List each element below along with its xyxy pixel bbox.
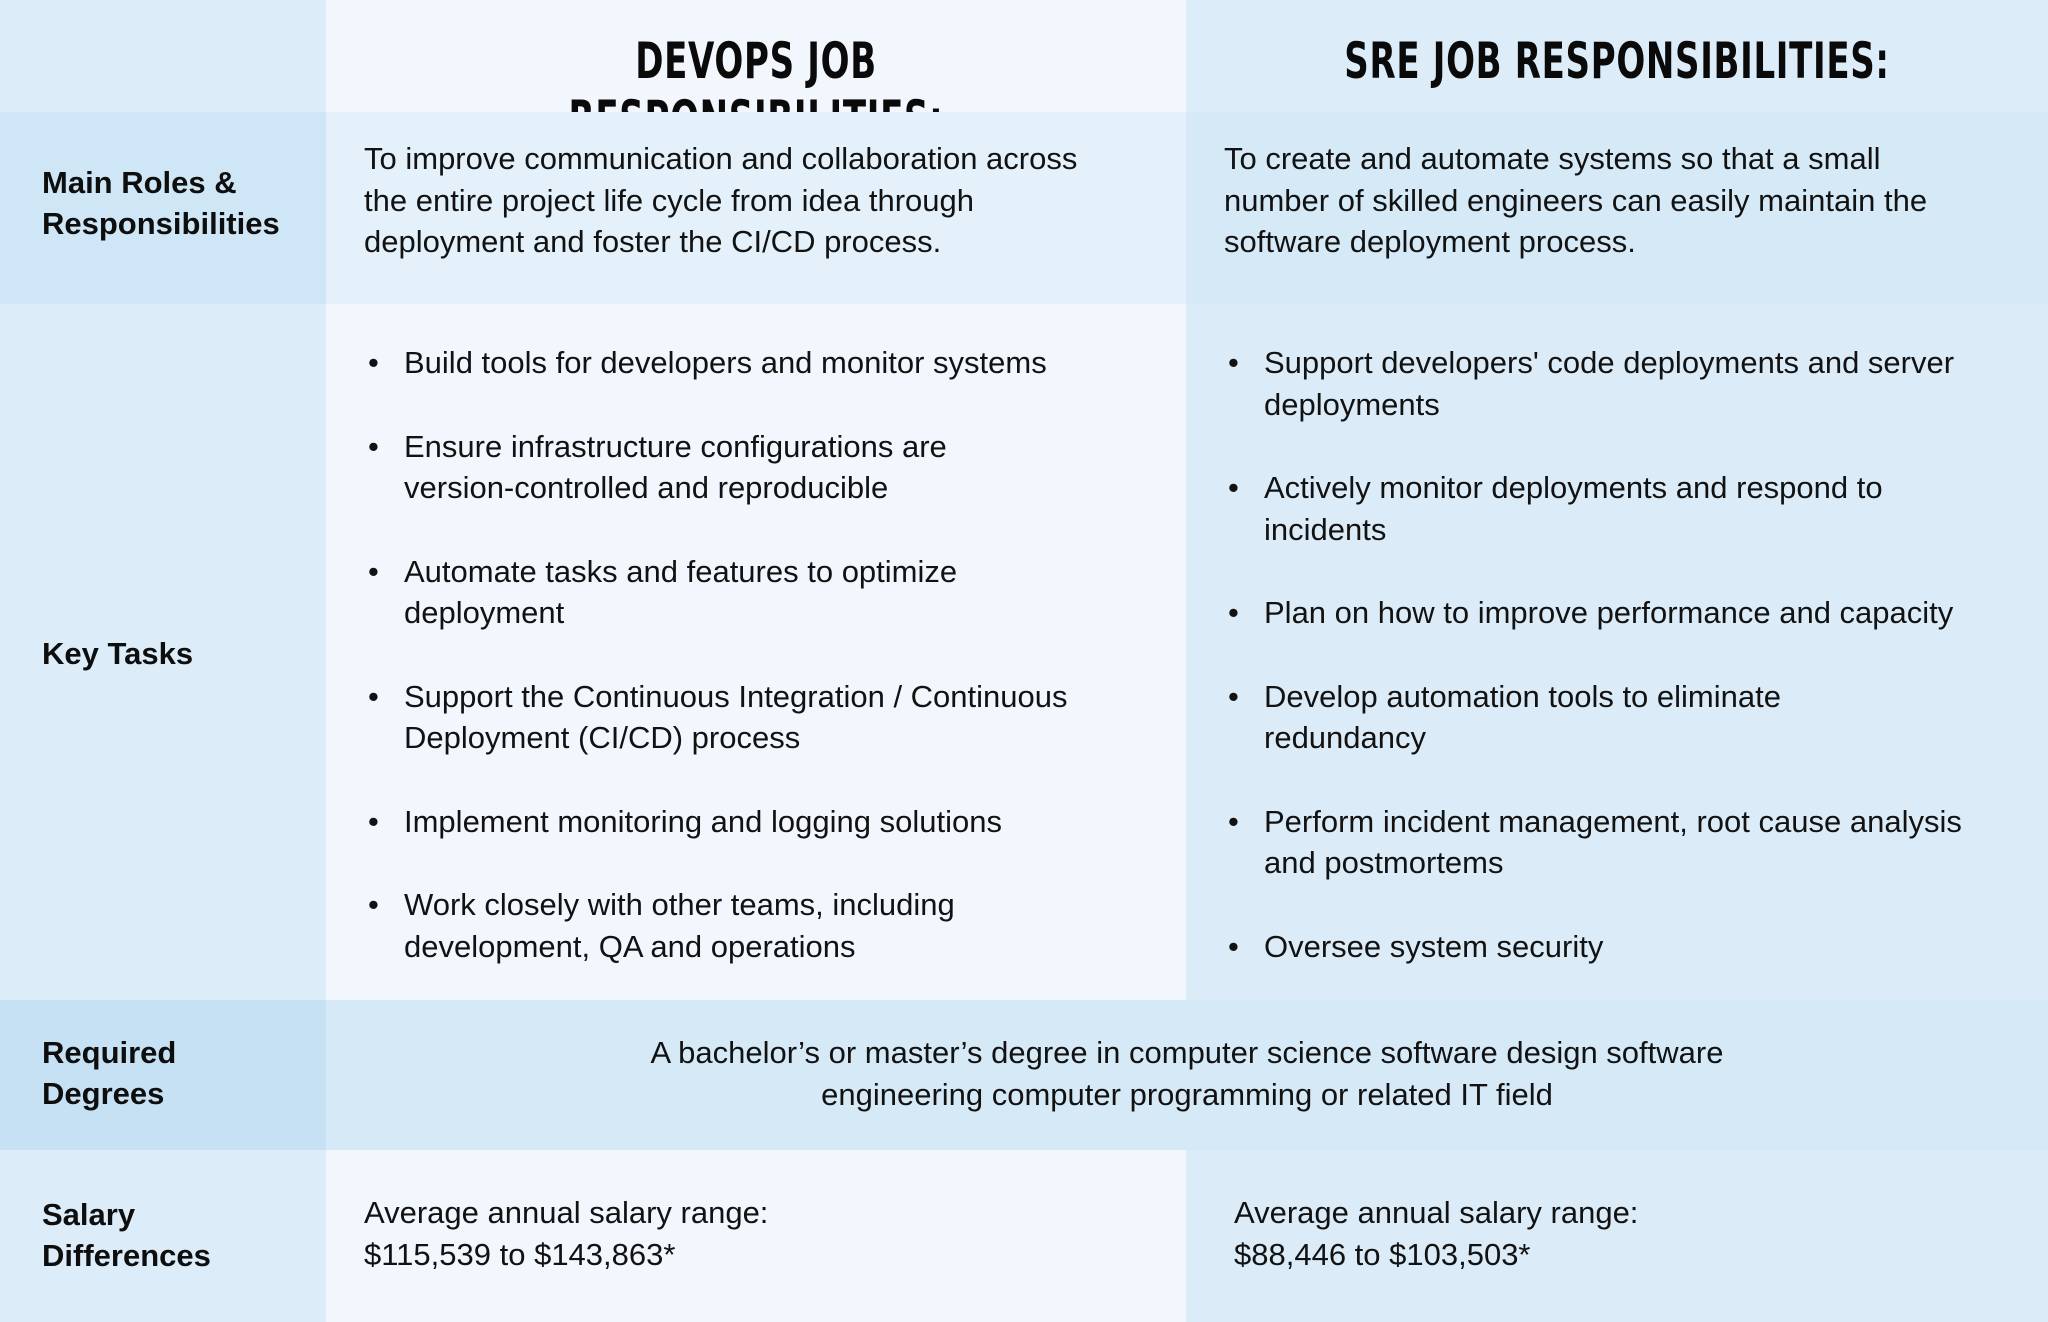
sre-roles-line: number of skilled engineers can easily maintain the xyxy=(1224,182,1928,218)
devops-task-item xyxy=(364,551,1068,634)
devops-task-line: • Automate tasks and features to optimize xyxy=(404,553,958,589)
devops-roles-line: To improve communication and collaboration across xyxy=(364,141,1078,176)
degrees-text-line: A bachelor’s or master’s degree in computer science software design software xyxy=(650,1035,1724,1070)
devops-roles-cell xyxy=(326,112,1186,304)
devops-task-item xyxy=(364,801,1068,843)
sre-salary-line: $88,446 to $103,503* xyxy=(1234,1236,1531,1272)
salary-label-line: Differences xyxy=(42,1238,211,1273)
devops-task-line: Deployment (CI/CD) process xyxy=(404,720,801,755)
devops-tasks-cell xyxy=(326,304,1186,1000)
sre-task-item xyxy=(1224,926,1962,968)
sre-tasks-cell xyxy=(1186,304,2048,1000)
sre-task-line: • Plan on how to improve performance and capacity xyxy=(1264,595,1954,630)
devops-task-line: • Build tools for developers and monitor systems xyxy=(404,345,1047,380)
salary-label-cell xyxy=(0,1150,326,1322)
degrees-cell xyxy=(326,1000,2048,1150)
devops-header-cell xyxy=(326,0,1186,112)
devops-task-line: • Work closely with other teams, including xyxy=(404,887,955,922)
degrees-label-line: Required xyxy=(42,1035,177,1070)
header-corner-cell xyxy=(0,0,326,112)
devops-task-item xyxy=(364,426,1068,509)
sre-roles-line: software deployment process. xyxy=(1224,224,1636,259)
sre-task-item xyxy=(1224,592,1962,634)
degrees-label-line: Degrees xyxy=(42,1076,165,1111)
devops-roles-text xyxy=(364,138,1077,263)
devops-task-list xyxy=(364,342,1068,967)
sre-task-line: • Support developers' code deployments and server xyxy=(1264,345,1955,380)
devops-salary-line: $115,539 to $143,863* xyxy=(364,1236,676,1272)
devops-salary-line: Average annual salary range: xyxy=(364,1195,769,1230)
devops-salary-text xyxy=(364,1192,768,1275)
devops-task-line: • Ensure infrastructure configurations are xyxy=(404,428,947,464)
sre-task-line: redundancy xyxy=(1264,720,1427,755)
degrees-label xyxy=(42,1032,176,1114)
sre-task-line: • Develop automation tools to eliminate xyxy=(1264,678,1781,714)
salary-label xyxy=(42,1194,211,1276)
devops-roles-line: the entire project life cycle from idea through xyxy=(364,182,974,218)
devops-task-item xyxy=(364,342,1068,384)
devops-header-title: DEVOPS JOB xyxy=(635,32,877,90)
devops-salary-cell xyxy=(326,1150,1186,1322)
sre-salary-cell xyxy=(1186,1150,2048,1322)
roles-label xyxy=(42,162,280,244)
devops-task-line: version-controlled and reproducible xyxy=(404,470,889,505)
roles-label-line: Main Roles & xyxy=(42,165,237,200)
sre-header-cell xyxy=(1186,0,2048,112)
tasks-label-cell xyxy=(0,304,326,1000)
sre-header-title: SRE JOB RESPONSIBILITIES: xyxy=(1344,32,1890,90)
devops-task-item xyxy=(364,884,1068,967)
devops-task-line: deployment xyxy=(404,595,565,630)
sre-task-line: • Perform incident management, root cause analysis xyxy=(1264,803,1962,839)
sre-task-item xyxy=(1224,467,1962,550)
sre-roles-text xyxy=(1224,138,1927,263)
devops-task-item xyxy=(364,676,1068,759)
degrees-text-line: engineering computer programming or related IT field xyxy=(821,1076,1553,1112)
sre-task-item xyxy=(1224,676,1962,759)
sre-task-item xyxy=(1224,342,1962,425)
sre-task-line: • Actively monitor deployments and respond to xyxy=(1264,470,1883,505)
sre-salary-line: Average annual salary range: xyxy=(1234,1195,1639,1230)
degrees-text xyxy=(326,1032,2048,1115)
sre-task-list xyxy=(1224,342,1962,967)
sre-task-item xyxy=(1224,801,1962,884)
devops-task-line: • Support the Continuous Integration / Continuous xyxy=(404,678,1068,714)
sre-task-line: deployments xyxy=(1264,386,1440,422)
degrees-label-cell xyxy=(0,1000,326,1150)
sre-salary-text xyxy=(1234,1192,1638,1275)
sre-task-line: incidents xyxy=(1264,511,1387,547)
devops-task-line: • Implement monitoring and logging solutions xyxy=(404,803,1002,839)
devops-task-line: development, QA and operations xyxy=(404,928,856,964)
sre-task-line: and postmortems xyxy=(1264,845,1504,880)
sre-roles-cell xyxy=(1186,112,2048,304)
tasks-label: Key Tasks xyxy=(42,636,194,671)
sre-roles-line: To create and automate systems so that a small xyxy=(1224,141,1881,176)
roles-label-line: Responsibilities xyxy=(42,206,280,241)
salary-label-line: Salary xyxy=(42,1197,136,1232)
sre-task-line: • Oversee system security xyxy=(1264,928,1604,964)
devops-roles-line: deployment and foster the CI/CD process. xyxy=(364,224,942,259)
roles-label-cell xyxy=(0,112,326,304)
